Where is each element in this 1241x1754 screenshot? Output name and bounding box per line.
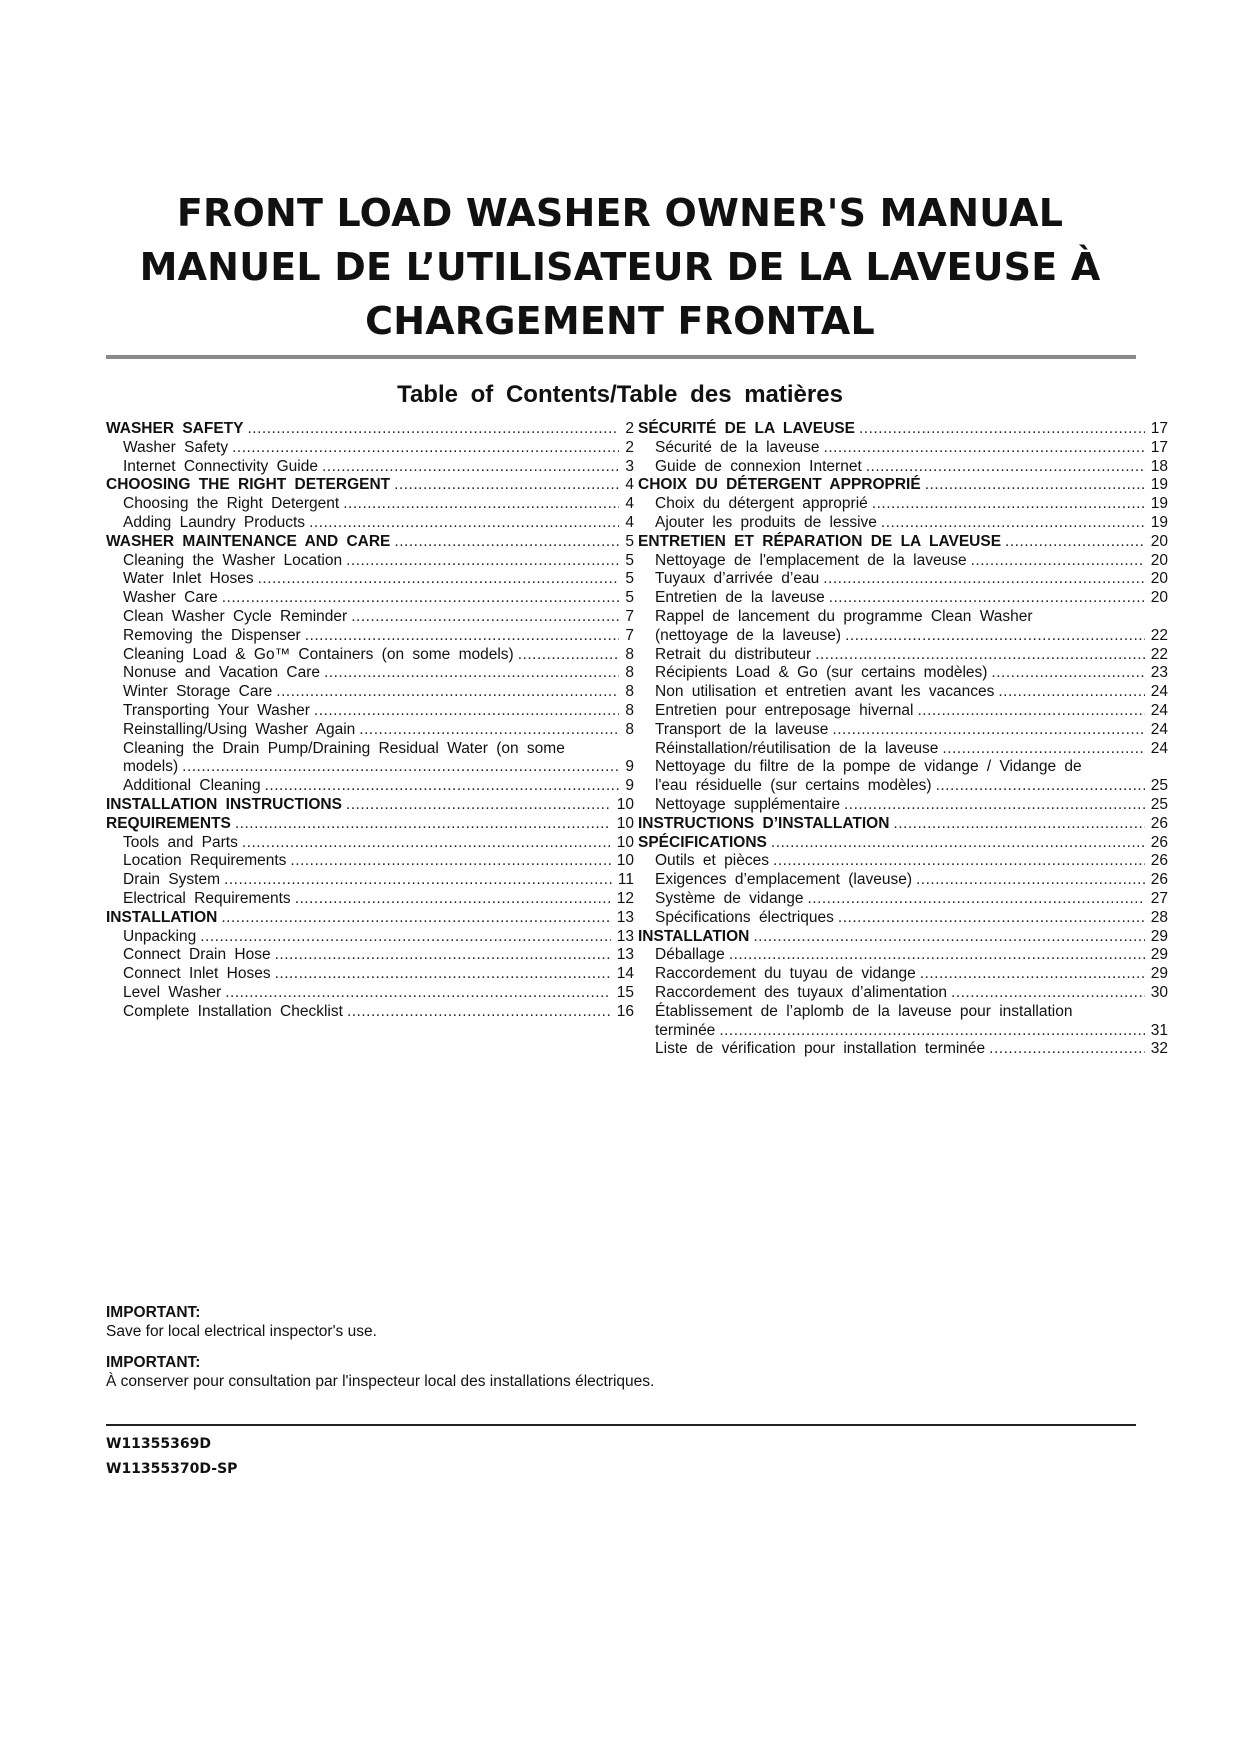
toc-entry-title: Non utilisation et entretien avant les vacances	[655, 683, 995, 701]
toc-entry-title: Exigences d’emplacement (laveuse)	[655, 871, 912, 889]
toc-page-number: 25	[1150, 777, 1168, 795]
toc-entry-title: Washer Care	[123, 589, 218, 607]
toc-page-number: 8	[625, 683, 634, 701]
toc-entry[interactable]	[638, 458, 1168, 477]
title-line-3: CHARGEMENT FRONTAL	[365, 299, 875, 343]
toc-entry[interactable]	[638, 439, 1168, 458]
toc-entry[interactable]	[638, 909, 1168, 928]
toc-page-number: 10	[616, 852, 634, 870]
toc-page-number: 26	[1150, 871, 1168, 889]
toc-dot-leader	[347, 1003, 611, 1022]
toc-page-number: 24	[1150, 720, 1168, 738]
toc-dot-leader	[753, 928, 1144, 947]
toc-entry[interactable]	[638, 627, 1168, 646]
toc-page-number: 17	[1150, 420, 1168, 437]
toc-entry-title: Nonuse and Vacation Care	[123, 664, 320, 682]
toc-entry-title: Adding Laundry Products	[123, 513, 306, 531]
toc-entry[interactable]	[638, 495, 1168, 514]
important-text: Save for local electrical inspector's use.	[106, 1323, 377, 1340]
toc-entry-title: Electrical Requirements	[123, 889, 291, 907]
toc-entry[interactable]	[106, 702, 634, 721]
toc-entry-title: Entretien pour entreposage hivernal	[655, 701, 914, 719]
footer-divider	[106, 1424, 1136, 1426]
toc-entry[interactable]	[638, 552, 1168, 571]
toc-page-number: 15	[616, 983, 634, 1001]
toc-page-number: 24	[1150, 683, 1168, 701]
toc-entry[interactable]	[638, 1003, 1168, 1022]
toc-entry[interactable]	[106, 871, 634, 890]
toc-section-entry[interactable]	[106, 815, 634, 834]
toc-dot-leader	[225, 984, 611, 1003]
toc-entry-title: Établissement de l’aplomb de la laveuse pour installation	[655, 1002, 1073, 1020]
toc-entry[interactable]	[106, 514, 634, 533]
toc-entry[interactable]	[106, 721, 634, 740]
toc-entry[interactable]	[106, 552, 634, 571]
toc-entry-title: Guide de connexion Internet	[655, 457, 862, 475]
toc-entry-title: Unpacking	[123, 927, 197, 945]
toc-dot-leader	[242, 834, 611, 853]
toc-section-entry[interactable]	[106, 420, 634, 439]
toc-entry-title: Internet Connectivity Guide	[123, 457, 318, 475]
toc-dot-leader	[824, 439, 1145, 458]
toc-dot-leader	[275, 965, 611, 984]
toc-dot-leader	[807, 890, 1144, 909]
toc-dot-leader	[872, 495, 1145, 514]
toc-entry-title: Sécurité de la laveuse	[655, 438, 820, 456]
toc-entry-title: Removing the Dispenser	[123, 626, 301, 644]
toc-page-number: 20	[1150, 589, 1168, 607]
toc-entry-title: terminée	[655, 1021, 716, 1039]
toc-entry[interactable]	[106, 495, 634, 514]
toc-page-number: 8	[625, 664, 634, 682]
toc-section-entry[interactable]	[106, 533, 634, 552]
toc-page-number: 19	[1150, 476, 1168, 494]
toc-page-number: 7	[625, 626, 634, 644]
toc-dot-leader	[182, 758, 619, 777]
toc-dot-leader	[200, 928, 611, 947]
toc-dot-leader	[359, 721, 619, 740]
toc-entry[interactable]	[106, 777, 634, 796]
toc-dot-leader	[247, 420, 619, 439]
toc-dot-leader	[838, 909, 1145, 928]
toc-dot-leader	[844, 796, 1145, 815]
toc-dot-leader	[936, 777, 1145, 796]
toc-entry[interactable]	[106, 439, 634, 458]
toc-dot-leader	[893, 815, 1144, 834]
toc-dot-leader	[925, 476, 1145, 495]
toc-page-number: 24	[1150, 701, 1168, 719]
toc-heading: Table of Contents/Table des matières	[397, 381, 843, 408]
title-line-1: FRONT LOAD WASHER OWNER'S MANUAL	[176, 191, 1064, 235]
toc-page-number: 8	[625, 720, 634, 738]
toc-page-number: 28	[1150, 908, 1168, 926]
document-id: W11355370D-SP	[106, 1461, 238, 1477]
toc-dot-leader	[222, 589, 620, 608]
toc-section-entry[interactable]	[106, 796, 634, 815]
toc-entry[interactable]	[638, 946, 1168, 965]
toc-entry-title: Ajouter les produits de lessive	[655, 513, 877, 531]
toc-entry[interactable]	[638, 890, 1168, 909]
toc-page-number: 29	[1150, 965, 1168, 983]
toc-entry-title: Entretien de la laveuse	[655, 589, 825, 607]
toc-entry[interactable]	[638, 777, 1168, 796]
toc-page-number: 8	[625, 701, 634, 719]
toc-entry-title: Nettoyage du filtre de la pompe de vidange / Vidange de	[655, 758, 1082, 776]
toc-entry-title: Reinstalling/Using Washer Again	[123, 720, 356, 738]
toc-entry[interactable]	[106, 740, 634, 759]
toc-entry-title: WASHER SAFETY	[106, 420, 244, 437]
toc-entry[interactable]	[106, 834, 634, 853]
toc-entry[interactable]	[106, 1003, 634, 1022]
toc-dot-leader	[917, 702, 1144, 721]
toc-entry-title: INSTRUCTIONS D’INSTALLATION	[638, 814, 890, 832]
toc-dot-leader	[518, 646, 620, 665]
toc-section-entry[interactable]	[106, 476, 634, 495]
toc-entry-title: Transport de la laveuse	[655, 720, 829, 738]
toc-dot-leader	[920, 965, 1145, 984]
toc-dot-leader	[346, 552, 619, 571]
toc-entry-title: Raccordement des tuyaux d’alimentation	[655, 983, 948, 1001]
toc-dot-leader	[351, 608, 619, 627]
toc-entry-title: models)	[123, 758, 179, 776]
toc-entry-title: Choix du détergent approprié	[655, 495, 868, 513]
toc-entry[interactable]	[106, 890, 634, 909]
toc-entry-title: Système de vidange	[655, 889, 804, 907]
toc-page-number: 32	[1150, 1040, 1168, 1058]
toc-dot-leader	[322, 458, 619, 477]
toc-page-number: 3	[625, 457, 634, 475]
toc-dot-leader	[832, 721, 1144, 740]
toc-dot-leader	[276, 683, 619, 702]
manual-title	[100, 186, 1140, 348]
toc-entry[interactable]	[106, 946, 634, 965]
toc-entry[interactable]	[106, 627, 634, 646]
toc-entry-title: INSTALLATION	[106, 908, 218, 926]
toc-page-number: 5	[625, 589, 634, 607]
toc-entry-title: Tools and Parts	[123, 833, 238, 851]
toc-entry-title: Outils et pièces	[655, 852, 769, 870]
toc-page-number: 20	[1150, 532, 1168, 550]
toc-dot-leader	[343, 495, 619, 514]
toc-entry[interactable]	[106, 758, 634, 777]
toc-section-entry[interactable]	[638, 476, 1168, 495]
toc-entry[interactable]	[638, 1022, 1168, 1041]
toc-entry[interactable]	[106, 984, 634, 1003]
toc-dot-leader	[829, 589, 1145, 608]
toc-dot-leader	[771, 834, 1145, 853]
toc-dot-leader	[314, 702, 619, 721]
toc-dot-leader	[258, 570, 620, 589]
toc-entry-title: Connect Drain Hose	[123, 946, 271, 964]
toc-page-number: 25	[1150, 795, 1168, 813]
toc-entry[interactable]	[638, 664, 1168, 683]
document-ids	[106, 1432, 237, 1482]
toc-dot-leader	[951, 984, 1145, 1003]
toc-page-number: 13	[616, 927, 634, 945]
toc-dot-leader	[916, 871, 1145, 890]
toc-section-entry[interactable]	[638, 834, 1168, 853]
title-line-2: MANUEL DE L’UTILISATEUR DE LA LAVEUSE À	[139, 245, 1101, 289]
toc-page-number: 10	[616, 833, 634, 851]
toc-entry[interactable]	[106, 928, 634, 947]
toc-entry-title: Additional Cleaning	[123, 777, 261, 795]
toc-entry-title: Location Requirements	[123, 852, 287, 870]
toc-page-number: 10	[616, 814, 634, 832]
toc-entry-title: CHOOSING THE RIGHT DETERGENT	[106, 476, 391, 494]
important-note-english	[106, 1303, 377, 1341]
toc-entry-title: Water Inlet Hoses	[123, 570, 254, 588]
toc-dot-leader	[346, 796, 611, 815]
toc-entry[interactable]	[638, 984, 1168, 1003]
toc-dot-leader	[295, 890, 611, 909]
toc-page-number: 24	[1150, 739, 1168, 757]
toc-entry-title: Connect Inlet Hoses	[123, 965, 271, 983]
toc-page-number: 13	[616, 946, 634, 964]
toc-entry-title: SÉCURITÉ DE LA LAVEUSE	[638, 420, 855, 437]
toc-entry-title: REQUIREMENTS	[106, 814, 231, 832]
toc-dot-leader	[991, 664, 1144, 683]
toc-page-number: 5	[625, 551, 634, 569]
toc-page-number: 23	[1150, 664, 1168, 682]
toc-entry[interactable]	[106, 646, 634, 665]
toc-page-number: 9	[625, 777, 634, 795]
toc-page-number: 2	[625, 420, 634, 437]
toc-dot-leader	[998, 683, 1144, 702]
toc-page-number: 5	[625, 532, 634, 550]
toc-dot-leader	[773, 852, 1145, 871]
toc-entry-title: WASHER MAINTENANCE AND CARE	[106, 532, 391, 550]
toc-entry-title: Transporting Your Washer	[123, 701, 310, 719]
toc-section-entry[interactable]	[106, 909, 634, 928]
toc-entry-title: SPÉCIFICATIONS	[638, 833, 767, 851]
toc-page-number: 27	[1150, 889, 1168, 907]
toc-entry-title: Rappel de lancement du programme Clean Washer	[655, 607, 1033, 625]
toc-entry-title: Raccordement du tuyau de vidange	[655, 965, 916, 983]
toc-page-number: 5	[625, 570, 634, 588]
toc-entry-title: Drain System	[123, 871, 221, 889]
toc-entry-title: Winter Storage Care	[123, 683, 273, 701]
toc-entry-title: Récipients Load & Go (sur certains modèles)	[655, 664, 988, 682]
toc-page-number: 26	[1150, 814, 1168, 832]
toc-dot-leader	[232, 439, 619, 458]
toc-dot-leader	[224, 871, 612, 890]
toc-page-number: 2	[625, 438, 634, 456]
toc-page-number: 4	[625, 476, 634, 494]
toc-entry-title: Liste de vérification pour installation terminée	[655, 1040, 986, 1058]
toc-entry[interactable]	[106, 664, 634, 683]
toc-entry-title: l'eau résiduelle (sur certains modèles)	[655, 777, 932, 795]
toc-page-number: 18	[1150, 457, 1168, 475]
toc-dot-leader	[324, 664, 619, 683]
toc-dot-leader	[309, 514, 619, 533]
toc-entry[interactable]	[638, 965, 1168, 984]
toc-dot-leader	[729, 946, 1145, 965]
toc-page-number: 22	[1150, 626, 1168, 644]
toc-page-number: 13	[616, 908, 634, 926]
toc-page-number: 11	[617, 871, 634, 889]
toc-entry-title: Nettoyage supplémentaire	[655, 795, 840, 813]
toc-dot-leader	[866, 458, 1145, 477]
toc-page-number: 12	[616, 889, 634, 907]
toc-dot-leader	[845, 627, 1145, 646]
toc-section-entry[interactable]	[638, 420, 1168, 439]
toc-entry-title: Cleaning the Washer Location	[123, 551, 343, 569]
toc-entry-title: Déballage	[655, 946, 725, 964]
toc-entry-title: Washer Safety	[123, 438, 229, 456]
toc-page-number: 8	[625, 645, 634, 663]
toc-page-number: 10	[616, 795, 634, 813]
important-text: À conserver pour consultation par l'inspecteur local des installations électriques.	[106, 1373, 655, 1390]
toc-page-number: 19	[1150, 513, 1168, 531]
toc-page-number: 20	[1150, 570, 1168, 588]
toc-dot-leader	[290, 852, 610, 871]
toc-entry-title: INSTALLATION	[638, 927, 750, 945]
toc-entry[interactable]	[638, 683, 1168, 702]
toc-entry-title: Level Washer	[123, 983, 222, 1001]
toc-entry[interactable]	[638, 721, 1168, 740]
toc-entry[interactable]	[638, 796, 1168, 815]
toc-page-number: 26	[1150, 852, 1168, 870]
toc-page-number: 4	[625, 495, 634, 513]
toc-entry[interactable]	[638, 514, 1168, 533]
toc-dot-leader	[815, 646, 1145, 665]
toc-entry[interactable]	[638, 1040, 1168, 1059]
toc-entry[interactable]	[106, 852, 634, 871]
toc-page-number: 26	[1150, 833, 1168, 851]
toc-page-number: 9	[625, 758, 634, 776]
toc-entry[interactable]	[106, 965, 634, 984]
toc-section-entry[interactable]	[638, 815, 1168, 834]
toc-dot-leader	[235, 815, 611, 834]
toc-page-number: 30	[1150, 983, 1168, 1001]
toc-page-number: 7	[625, 607, 634, 625]
important-note-french	[106, 1353, 654, 1391]
toc-dot-leader	[394, 533, 619, 552]
toc-dot-leader	[881, 514, 1145, 533]
toc-entry[interactable]	[106, 458, 634, 477]
toc-dot-leader	[394, 476, 619, 495]
toc-page-number: 17	[1150, 438, 1168, 456]
toc-entry[interactable]	[638, 758, 1168, 777]
toc-page-number: 22	[1150, 645, 1168, 663]
toc-dot-leader	[265, 777, 620, 796]
toc-entry[interactable]	[638, 852, 1168, 871]
toc-entry-title: Choosing the Right Detergent	[123, 495, 340, 513]
toc-page-number: 16	[616, 1002, 634, 1020]
toc-entry[interactable]	[106, 608, 634, 627]
toc-page-number: 14	[616, 965, 634, 983]
toc-entry[interactable]	[638, 740, 1168, 759]
toc-entry[interactable]	[106, 589, 634, 608]
title-divider	[106, 355, 1136, 359]
important-label: IMPORTANT:	[106, 1354, 201, 1371]
toc-entry-title: Complete Installation Checklist	[123, 1002, 343, 1020]
toc-entry-title: Tuyaux d’arrivée d’eau	[655, 570, 820, 588]
toc-french-column	[638, 420, 1168, 1059]
toc-dot-leader	[305, 627, 620, 646]
toc-section-entry[interactable]	[638, 533, 1168, 552]
toc-section-entry[interactable]	[638, 928, 1168, 947]
toc-dot-leader	[989, 1040, 1145, 1059]
toc-entry[interactable]	[106, 570, 634, 589]
toc-dot-leader	[942, 740, 1144, 759]
toc-entry[interactable]	[638, 608, 1168, 627]
toc-page-number: 29	[1150, 946, 1168, 964]
toc-page-number: 4	[625, 513, 634, 531]
toc-entry-title: (nettoyage de la laveuse)	[655, 626, 842, 644]
toc-page-number: 19	[1150, 495, 1168, 513]
toc-entry[interactable]	[638, 646, 1168, 665]
toc-dot-leader	[971, 552, 1145, 571]
toc-entry[interactable]	[638, 589, 1168, 608]
toc-entry-title: Spécifications électriques	[655, 908, 834, 926]
toc-dot-leader	[719, 1022, 1144, 1041]
toc-dot-leader	[859, 420, 1145, 439]
toc-entry-title: Réinstallation/réutilisation de la laveuse	[655, 739, 939, 757]
toc-dot-leader	[823, 570, 1145, 589]
toc-entry[interactable]	[106, 683, 634, 702]
toc-entry[interactable]	[638, 871, 1168, 890]
toc-entry-title: ENTRETIEN ET RÉPARATION DE LA LAVEUSE	[638, 532, 1002, 550]
toc-entry[interactable]	[638, 570, 1168, 589]
toc-dot-leader	[1005, 533, 1145, 552]
toc-dot-leader	[221, 909, 610, 928]
toc-entry-title: Clean Washer Cycle Reminder	[123, 607, 348, 625]
toc-entry-title: Cleaning the Drain Pump/Draining Residual Water (on some	[123, 739, 565, 757]
toc-entry[interactable]	[638, 702, 1168, 721]
toc-page-number: 20	[1150, 551, 1168, 569]
toc-entry-title: CHOIX DU DÉTERGENT APPROPRIÉ	[638, 476, 921, 494]
important-label: IMPORTANT:	[106, 1304, 201, 1321]
toc-page-number: 31	[1150, 1021, 1168, 1039]
toc-dot-leader	[275, 946, 611, 965]
toc-english-column	[106, 420, 634, 1022]
toc-page-number: 29	[1150, 927, 1168, 945]
toc-entry-title: Cleaning Load & Go™ Containers (on some models)	[123, 645, 514, 663]
document-id: W11355369D	[106, 1436, 211, 1452]
toc-entry-title: Nettoyage de l'emplacement de la laveuse	[655, 551, 967, 569]
toc-entry-title: Retrait du distributeur	[655, 645, 812, 663]
toc-entry-title: INSTALLATION INSTRUCTIONS	[106, 795, 342, 813]
